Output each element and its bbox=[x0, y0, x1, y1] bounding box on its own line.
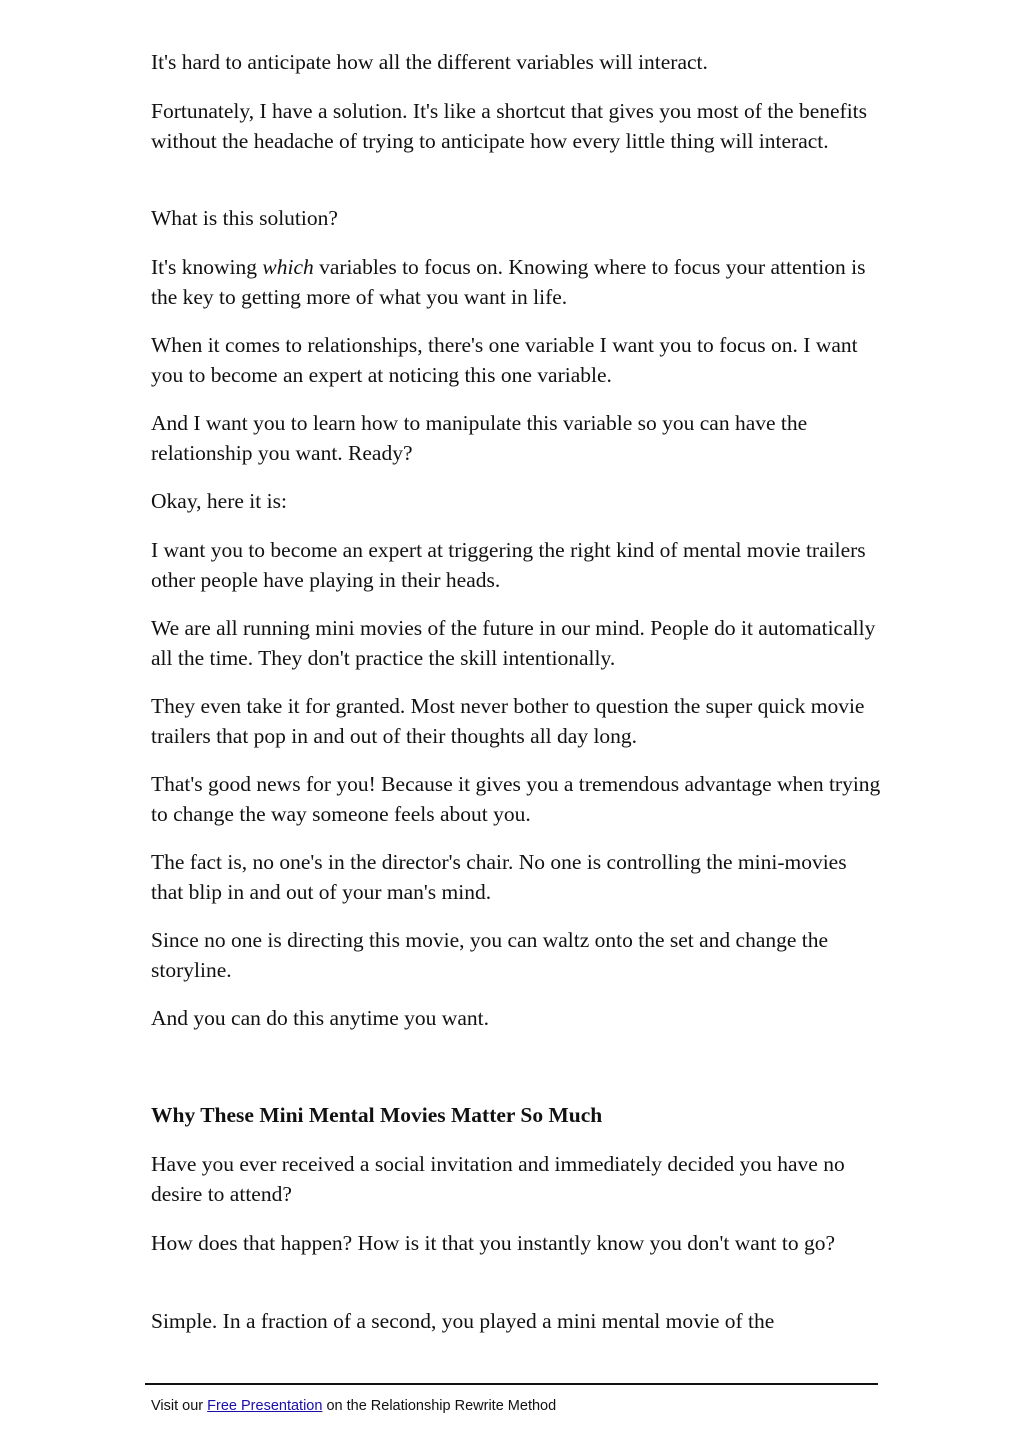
paragraph-text: variables to focus on. Knowing where to focus your attention is the key to getting more of what you want in life. bbox=[151, 255, 866, 309]
paragraph: I want you to become an expert at triggering the right kind of mental movie trailers other people have playing in their heads. bbox=[151, 538, 866, 592]
footer-suffix: on the Relationship Rewrite Method bbox=[322, 1398, 557, 1414]
paragraph: When it comes to relationships, there's one variable I want you to focus on. I want you to become an expert at noticing this one variable. bbox=[151, 333, 858, 387]
paragraph-text: It's knowing bbox=[151, 255, 263, 279]
paragraph: And I want you to learn how to manipulate this variable so you can have the relationship you want. Ready? bbox=[151, 411, 808, 465]
paragraph: Fortunately, I have a solution. It's like a shortcut that gives you most of the benefits without the headache of trying to anticipate how every little thing will interact. bbox=[151, 99, 868, 153]
paragraph: Simple. In a fraction of a second, you played a mini mental movie of the bbox=[151, 1309, 775, 1333]
page-footer bbox=[151, 1398, 556, 1414]
paragraph: They even take it for granted. Most never bother to question the super quick movie trailers that pop in and out of their thoughts all day long. bbox=[151, 694, 865, 748]
footer-prefix: Visit our bbox=[151, 1398, 208, 1414]
paragraph: Have you ever received a social invitation and immediately decided you have no desire to attend? bbox=[151, 1152, 845, 1206]
paragraph: Since no one is directing this movie, you can waltz onto the set and change the storyline. bbox=[151, 928, 829, 982]
paragraph: How does that happen? How is it that you instantly know you don't want to go? bbox=[151, 1231, 836, 1255]
section-heading: Why These Mini Mental Movies Matter So Much bbox=[151, 1103, 603, 1127]
paragraph: We are all running mini movies of the future in our mind. People do it automatically all the time. They don't practice the skill intentionally. bbox=[151, 616, 876, 670]
emphasis-text: which bbox=[262, 255, 314, 279]
paragraph: That's good news for you! Because it gives you a tremendous advantage when trying to change the way someone feels about you. bbox=[151, 772, 881, 826]
paragraph: And you can do this anytime you want. bbox=[151, 1006, 489, 1030]
paragraph: The fact is, no one's in the director's chair. No one is controlling the mini-movies that blip in and out of your man's mind. bbox=[151, 850, 847, 904]
paragraph bbox=[151, 253, 881, 312]
paragraph: It's hard to anticipate how all the different variables will interact. bbox=[151, 50, 708, 74]
paragraph: What is this solution? bbox=[151, 206, 338, 230]
free-presentation-link[interactable]: Free Presentation bbox=[207, 1398, 323, 1414]
footer-divider bbox=[145, 1383, 878, 1385]
paragraph: Okay, here it is: bbox=[151, 489, 287, 513]
